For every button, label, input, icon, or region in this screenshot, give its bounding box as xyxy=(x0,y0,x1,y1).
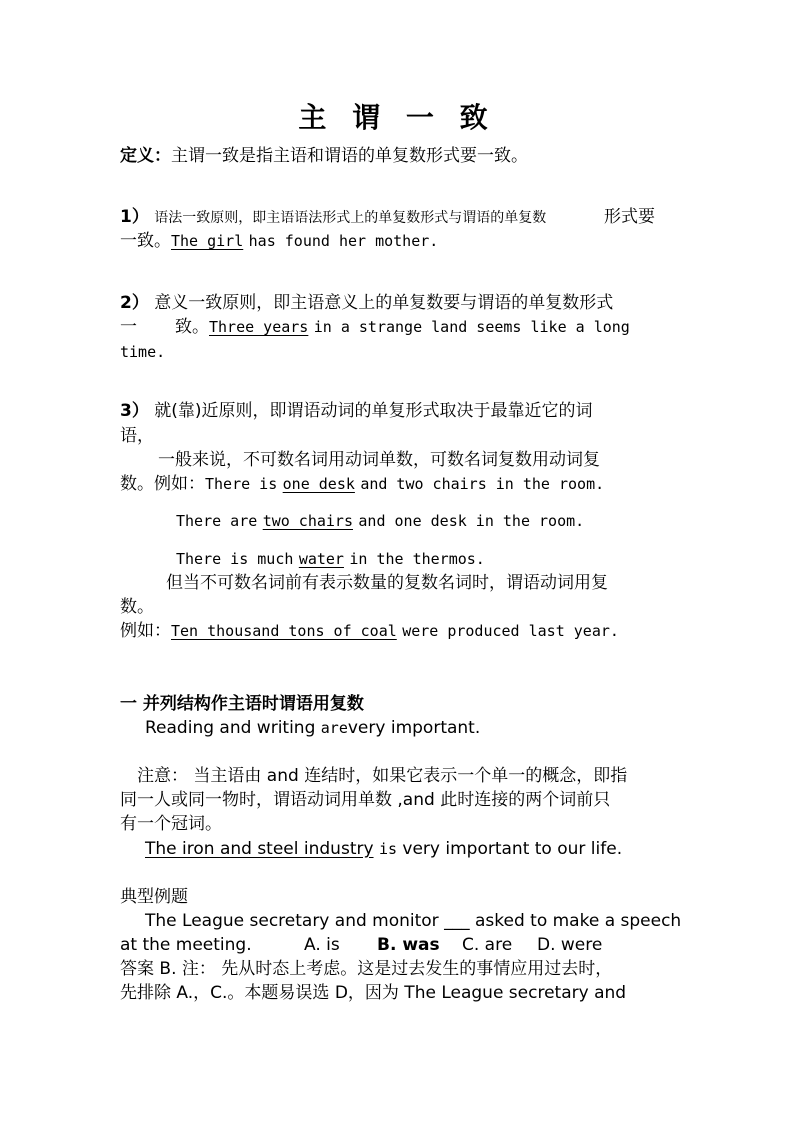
example-1-start: There is xyxy=(205,475,278,493)
rule-2-text: 意义一致原则，即主语意义上的单复数要与谓语的单复数形式 xyxy=(154,293,614,313)
section-1-example-2-subject: The iron and steel industry xyxy=(145,839,374,859)
rule-3-example-4 xyxy=(120,619,619,643)
example-3-start: There is much xyxy=(176,550,294,568)
rule-3-example-2 xyxy=(176,509,584,533)
page-title: 主 谓 一 致 xyxy=(298,101,496,134)
question-text: at the meeting. xyxy=(120,935,252,955)
definition-label: 定义： xyxy=(120,146,171,166)
option-b: B. was xyxy=(377,935,440,955)
example-4-underlined: Ten thousand tons of coal xyxy=(171,622,397,640)
option-d: D. were xyxy=(537,935,603,955)
rule-2-mid: 致。 xyxy=(175,317,209,337)
section-1-example xyxy=(145,716,480,740)
example-3-underlined: water xyxy=(298,550,344,568)
rule-2-number: 2） xyxy=(120,293,149,313)
rule-3-example-prefix: 数。例如： xyxy=(120,474,205,494)
example-4-prefix: 例如： xyxy=(120,621,171,641)
example-2-underlined: two chairs xyxy=(262,512,353,530)
section-1-heading: 一 并列结构作主语时谓语用复数 xyxy=(120,694,364,714)
rule-2-line-1 xyxy=(120,291,613,315)
question-line-1: The League secretary and monitor ___ asked to make a speech xyxy=(145,911,682,931)
rule-1-example-rest: has found her mother. xyxy=(248,232,439,250)
answer-line-1: 答案 B. 注： 先从时态上考虑。这是过去发生的事情应用过去时， xyxy=(120,959,613,979)
section-1-example-rest: very important. xyxy=(347,718,481,738)
answer-line-2: 先排除 A.，C.。本题易误选 D，因为 The League secretary and xyxy=(120,983,627,1003)
rule-1-line-1 xyxy=(120,205,546,230)
definition-text: 主谓一致是指主语和谓语的单复数形式要一致。 xyxy=(171,146,528,166)
rule-1-text-tail: 形式要 xyxy=(604,207,655,227)
rule-3-number: 3） xyxy=(120,401,149,421)
rule-2-example-subject: Three years xyxy=(209,318,309,336)
option-a: A. is xyxy=(304,935,340,955)
section-1-example-2-rest: very important to our life. xyxy=(402,839,623,859)
section-1-note-line-2: 同一人或同一物时，谓语动词用单数 ,and 此时连接的两个词前只 xyxy=(120,790,611,810)
rule-2-example-tail: time. xyxy=(120,343,166,361)
rule-3-line-2: 语， xyxy=(120,426,154,446)
section-1-example-verb: are xyxy=(320,719,348,737)
example-1-end: and two chairs in the room. xyxy=(360,475,605,493)
rule-2-line-2 xyxy=(120,315,630,339)
section-1-example-2-verb: is xyxy=(378,840,397,858)
option-c: C. are xyxy=(462,935,513,955)
rule-1-number: 1） xyxy=(120,207,149,227)
rule-1-line-2 xyxy=(120,229,438,253)
example-1-underlined: one desk xyxy=(282,475,355,493)
section-1-note-line-3: 有一个冠词。 xyxy=(120,814,222,834)
rule-3-text: 就(靠)近原则，即谓语动词的单复形式取决于最靠近它的词 xyxy=(154,401,593,421)
example-heading: 典型例题 xyxy=(120,887,188,907)
rule-3-line-1 xyxy=(120,399,593,423)
example-3-end: in the thermos. xyxy=(349,550,485,568)
question-line-2 xyxy=(120,933,252,957)
section-1-example-2 xyxy=(145,837,622,861)
section-1-example-subject: Reading and writing xyxy=(145,718,316,738)
example-2-end: and one desk in the room. xyxy=(358,512,585,530)
rule-3-note-line-1: 但当不可数名词前有表示数量的复数名词时，谓语动词用复 xyxy=(166,573,608,593)
example-4-end: were produced last year. xyxy=(402,622,619,640)
rule-3-note-line-2: 数。 xyxy=(120,597,154,617)
section-1-note-line-1: 注意： 当主语由 and 连结时，如果它表示一个单一的概念，即指 xyxy=(137,766,628,786)
rule-2-example-rest: in a strange land seems like a long xyxy=(313,318,630,336)
rule-3-line-3: 一般来说，不可数名词用动词单数，可数名词复数用动词复 xyxy=(158,450,600,470)
rule-3-line-4 xyxy=(120,472,604,496)
rule-3-example-3 xyxy=(176,547,485,571)
rule-2-prefix: 一 xyxy=(120,317,137,337)
rule-1-text: 语法一致原则，即主语语法形式上的单复数形式与谓语的单复数 xyxy=(154,210,547,226)
rule-1-prefix: 一致。 xyxy=(120,231,171,251)
rule-1-example-subject: The girl xyxy=(171,232,244,250)
example-2-start: There are xyxy=(176,512,258,530)
definition-line xyxy=(120,144,528,168)
